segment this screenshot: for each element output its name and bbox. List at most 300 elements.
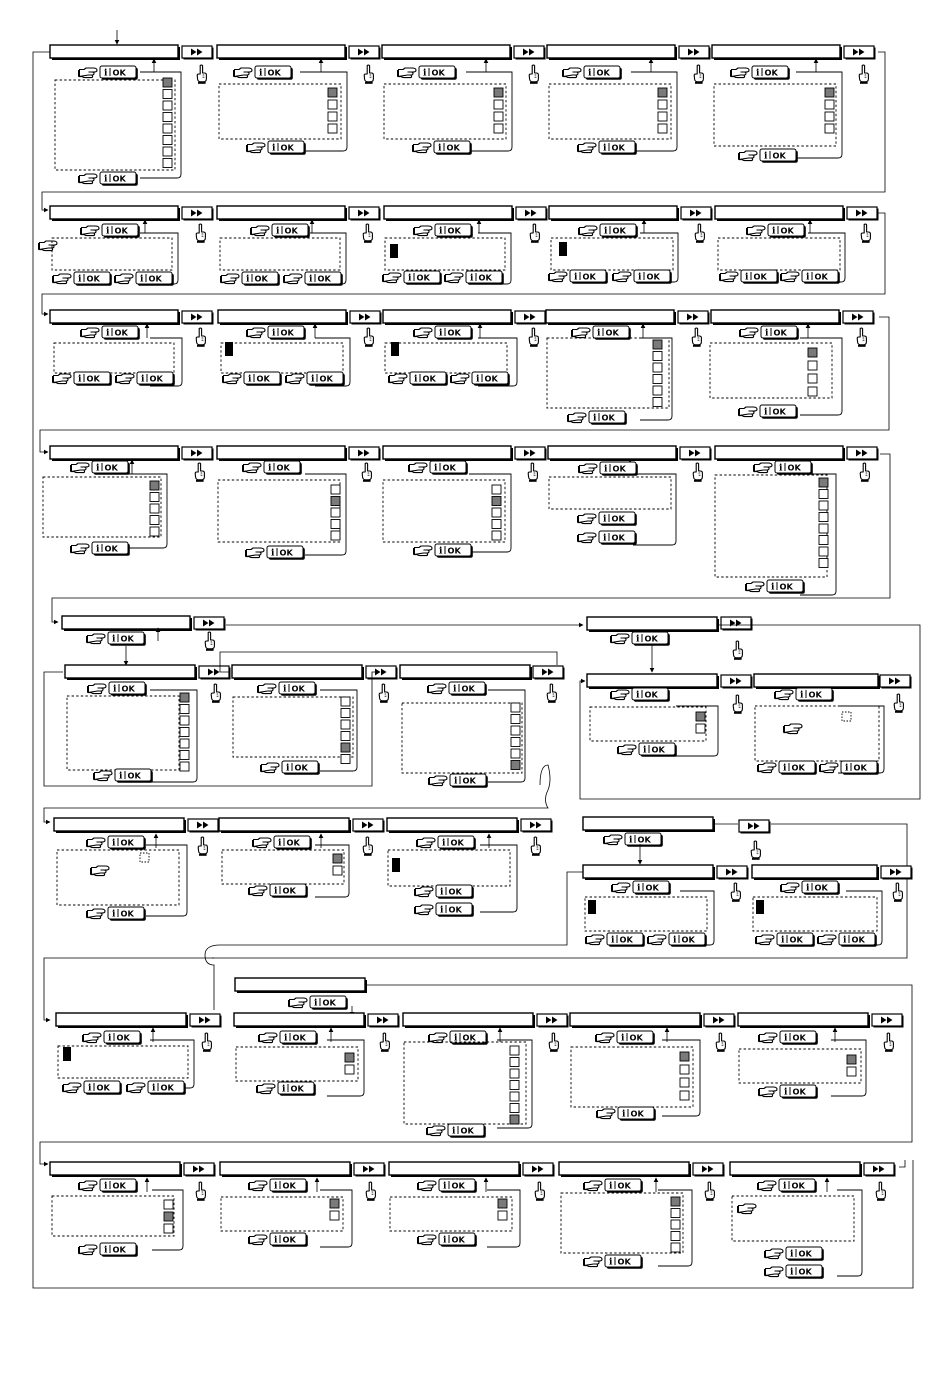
next-button[interactable] — [515, 311, 547, 325]
info-ok-key[interactable] — [74, 372, 112, 386]
info-ok-key[interactable] — [270, 1179, 308, 1193]
raised-finger-icon — [705, 1182, 714, 1201]
info-ok-key[interactable] — [796, 688, 834, 702]
next-button[interactable] — [350, 311, 382, 325]
next-button[interactable] — [739, 820, 771, 834]
next-button[interactable] — [368, 1014, 400, 1028]
info-ok-key[interactable] — [108, 836, 146, 850]
next-button[interactable] — [679, 46, 711, 60]
option-box[interactable] — [180, 716, 189, 725]
info-ok-key[interactable] — [307, 372, 345, 386]
info-ok-key[interactable] — [435, 326, 473, 340]
info-ok-key[interactable] — [779, 761, 817, 775]
selected-option-box[interactable] — [494, 88, 503, 97]
info-ok-key[interactable] — [450, 774, 488, 788]
next-button[interactable] — [678, 311, 710, 325]
menu-display-box — [549, 206, 679, 221]
option-box[interactable] — [331, 520, 340, 529]
option-box[interactable] — [331, 508, 340, 517]
next-button[interactable] — [184, 1163, 216, 1177]
next-button[interactable] — [521, 819, 553, 833]
next-button[interactable] — [843, 311, 875, 325]
info-ok-key[interactable] — [404, 271, 442, 285]
info-ok-key[interactable] — [802, 881, 840, 895]
info-ok-key[interactable] — [599, 512, 637, 526]
info-ok-key[interactable] — [115, 769, 153, 783]
selected-option-box[interactable] — [333, 854, 342, 863]
option-box[interactable] — [819, 559, 828, 568]
option-box[interactable] — [180, 739, 189, 748]
option-box[interactable] — [808, 387, 817, 396]
info-ok-key[interactable] — [148, 1081, 186, 1095]
info-key-label: i — [108, 1033, 112, 1044]
info-ok-key[interactable] — [92, 542, 130, 556]
option-box[interactable] — [341, 732, 350, 741]
option-box[interactable] — [680, 1091, 689, 1100]
next-button[interactable] — [717, 866, 749, 880]
next-button[interactable] — [864, 1163, 896, 1177]
selected-option-box[interactable] — [819, 478, 828, 487]
option-box[interactable] — [653, 352, 662, 361]
ok-key-label: OK — [450, 837, 464, 848]
option-box[interactable] — [819, 524, 828, 533]
option-box[interactable] — [180, 705, 189, 714]
info-ok-key[interactable] — [632, 632, 670, 646]
info-key-label: i — [745, 272, 749, 283]
option-box[interactable] — [180, 728, 189, 737]
selected-option-box[interactable] — [331, 497, 340, 506]
next-button[interactable] — [188, 819, 220, 833]
next-button[interactable] — [721, 617, 753, 631]
info-ok-key[interactable] — [570, 270, 608, 284]
next-button[interactable] — [349, 207, 381, 221]
info-ok-key[interactable] — [625, 833, 663, 847]
selected-option-box[interactable] — [492, 497, 501, 506]
selected-option-box[interactable] — [847, 1055, 856, 1064]
option-box[interactable] — [328, 112, 337, 121]
ok-key-label: OK — [582, 271, 596, 282]
info-ok-key[interactable] — [268, 326, 306, 340]
option-box[interactable] — [825, 124, 834, 133]
option-box[interactable] — [511, 738, 520, 747]
info-ok-key[interactable] — [74, 272, 112, 286]
info-ok-key[interactable] — [466, 271, 504, 285]
next-button[interactable] — [681, 207, 713, 221]
next-button[interactable] — [182, 46, 214, 60]
menu-display-box — [738, 1013, 870, 1028]
selected-option-box[interactable] — [658, 88, 667, 97]
info-ok-key[interactable] — [436, 885, 474, 899]
info-ok-key[interactable] — [136, 272, 174, 286]
option-box[interactable] — [164, 1224, 173, 1233]
info-ok-key[interactable] — [448, 1124, 486, 1138]
option-box[interactable] — [140, 853, 149, 862]
next-button[interactable] — [349, 46, 381, 60]
next-button[interactable] — [354, 1163, 386, 1177]
info-key-label: i — [597, 328, 601, 339]
info-ok-key[interactable] — [264, 461, 302, 475]
info-ok-key[interactable] — [450, 1031, 488, 1045]
option-box[interactable] — [510, 1069, 519, 1078]
option-box[interactable] — [341, 720, 350, 729]
options-frame — [715, 475, 827, 577]
next-button[interactable] — [533, 666, 565, 680]
info-ok-key[interactable] — [102, 326, 140, 340]
option-box[interactable] — [653, 363, 662, 372]
options-frame — [585, 897, 707, 931]
info-ok-key[interactable] — [607, 933, 645, 947]
info-ok-key[interactable] — [419, 66, 457, 80]
info-ok-key[interactable] — [272, 224, 310, 238]
option-box[interactable] — [163, 124, 172, 133]
option-box[interactable] — [671, 1209, 680, 1218]
info-ok-key[interactable] — [268, 141, 306, 155]
next-button[interactable] — [182, 447, 214, 461]
info-ok-key[interactable] — [278, 1082, 316, 1096]
info-ok-key[interactable] — [108, 907, 146, 921]
info-ok-key[interactable] — [600, 462, 638, 476]
option-box[interactable] — [180, 762, 189, 771]
raised-finger-icon — [547, 684, 556, 703]
info-key-label: i — [476, 374, 480, 385]
info-ok-key[interactable] — [436, 903, 474, 917]
next-button[interactable] — [515, 447, 547, 461]
next-button[interactable] — [872, 1014, 904, 1028]
info-ok-key[interactable] — [779, 1179, 817, 1193]
option-box[interactable] — [511, 726, 520, 735]
pointing-hand-icon — [775, 690, 793, 700]
info-ok-key[interactable] — [632, 688, 670, 702]
option-box[interactable] — [819, 490, 828, 499]
option-box[interactable] — [330, 1211, 339, 1220]
pointing-hand-icon — [765, 1267, 783, 1277]
option-box[interactable] — [511, 703, 520, 712]
option-box[interactable] — [510, 1058, 519, 1067]
info-ok-key[interactable] — [472, 372, 510, 386]
options-frame — [404, 1042, 526, 1124]
selected-option-box[interactable] — [498, 1199, 507, 1208]
info-ok-key[interactable] — [841, 761, 879, 775]
option-box[interactable] — [511, 749, 520, 758]
option-box[interactable] — [331, 485, 340, 494]
info-ok-key[interactable] — [244, 372, 282, 386]
info-ok-key[interactable] — [109, 682, 147, 696]
option-box[interactable] — [163, 101, 172, 110]
info-ok-key[interactable] — [242, 272, 280, 286]
info-key-label: i — [443, 1235, 447, 1246]
info-ok-key[interactable] — [761, 326, 799, 340]
selected-option-box[interactable] — [808, 348, 817, 357]
ok-key-label: OK — [282, 1234, 296, 1245]
option-box[interactable] — [819, 547, 828, 556]
option-box[interactable] — [494, 124, 503, 133]
info-ok-key[interactable] — [435, 224, 473, 238]
info-ok-key[interactable] — [274, 836, 312, 850]
info-key-label: i — [439, 226, 443, 237]
option-box[interactable] — [328, 124, 337, 133]
next-button[interactable] — [190, 1014, 222, 1028]
option-box[interactable] — [150, 516, 159, 525]
selected-option-box[interactable] — [345, 1053, 354, 1062]
info-ok-key[interactable] — [633, 881, 671, 895]
option-box[interactable] — [808, 361, 817, 370]
option-box[interactable] — [163, 90, 172, 99]
next-button[interactable] — [182, 311, 214, 325]
info-ok-key[interactable] — [267, 546, 305, 560]
pointing-hand-icon — [63, 1083, 81, 1093]
option-box[interactable] — [696, 724, 705, 733]
info-ok-key[interactable] — [589, 411, 627, 425]
info-key-label: i — [603, 514, 607, 525]
info-ok-key[interactable] — [435, 544, 473, 558]
option-box[interactable] — [328, 100, 337, 109]
info-ok-key[interactable] — [741, 270, 779, 284]
info-ok-key[interactable] — [100, 1179, 138, 1193]
selected-option-box[interactable] — [653, 340, 662, 349]
info-ok-key[interactable] — [786, 1247, 824, 1261]
option-box[interactable] — [653, 375, 662, 384]
option-box[interactable] — [825, 100, 834, 109]
next-button[interactable] — [680, 447, 712, 461]
next-button[interactable] — [199, 666, 231, 680]
next-button[interactable] — [353, 819, 385, 833]
info-ok-key[interactable] — [605, 1179, 643, 1193]
selected-option-box[interactable] — [180, 693, 189, 702]
option-box[interactable] — [658, 112, 667, 121]
option-box[interactable] — [331, 531, 340, 540]
info-ok-key[interactable] — [599, 531, 637, 545]
option-box[interactable] — [671, 1220, 680, 1229]
info-ok-key[interactable] — [768, 224, 806, 238]
option-box[interactable] — [819, 501, 828, 510]
option-box[interactable] — [653, 398, 662, 407]
next-button[interactable] — [880, 675, 912, 689]
info-ok-key[interactable] — [282, 761, 320, 775]
option-box[interactable] — [680, 1065, 689, 1074]
info-ok-key[interactable] — [108, 632, 146, 646]
selected-option-box[interactable] — [696, 712, 705, 721]
option-box[interactable] — [341, 709, 350, 718]
options-frame — [222, 850, 344, 884]
menu-display-box — [56, 1013, 188, 1028]
menu-display-box — [219, 818, 351, 833]
info-ok-key[interactable] — [100, 1243, 138, 1257]
options-frame — [549, 84, 671, 139]
next-button[interactable] — [844, 46, 876, 60]
next-button[interactable] — [182, 207, 214, 221]
info-ok-key[interactable] — [104, 1031, 142, 1045]
option-box[interactable] — [510, 1092, 519, 1101]
info-ok-key[interactable] — [438, 836, 476, 850]
next-button[interactable] — [194, 617, 226, 631]
pointing-hand-icon — [572, 328, 590, 338]
info-ok-key[interactable] — [760, 405, 798, 419]
option-box[interactable] — [180, 751, 189, 760]
selected-option-box[interactable] — [163, 78, 172, 87]
option-box[interactable] — [345, 1065, 354, 1074]
info-ok-key[interactable] — [777, 933, 815, 947]
option-box[interactable] — [842, 712, 851, 721]
option-box[interactable] — [164, 1200, 173, 1209]
option-box[interactable] — [658, 124, 667, 133]
selected-option-box[interactable] — [150, 481, 159, 490]
info-ok-key[interactable] — [634, 270, 672, 284]
option-box[interactable] — [680, 1078, 689, 1087]
info-ok-key[interactable] — [599, 141, 637, 155]
info-ok-key[interactable] — [618, 1107, 656, 1121]
info-ok-key[interactable] — [600, 224, 638, 238]
info-ok-key[interactable] — [802, 270, 840, 284]
selected-option-box[interactable] — [671, 1197, 680, 1206]
info-ok-key[interactable] — [760, 149, 798, 163]
next-button[interactable] — [693, 1163, 725, 1177]
info-ok-key[interactable] — [752, 66, 790, 80]
info-key-label: i — [806, 272, 810, 283]
info-ok-key[interactable] — [280, 1031, 318, 1045]
selected-option-box[interactable] — [510, 1115, 519, 1124]
text-cursor — [63, 1047, 71, 1061]
ok-key-label: OK — [112, 1244, 126, 1255]
next-button[interactable] — [881, 866, 913, 880]
option-box[interactable] — [825, 112, 834, 121]
info-ok-key[interactable] — [639, 743, 677, 757]
raised-finger-icon — [693, 463, 702, 482]
info-ok-key[interactable] — [92, 461, 130, 475]
selected-option-box[interactable] — [330, 1199, 339, 1208]
option-box[interactable] — [492, 508, 501, 517]
next-button[interactable] — [847, 207, 879, 221]
info-ok-key[interactable] — [84, 1081, 122, 1095]
info-ok-key[interactable] — [839, 933, 877, 947]
option-box[interactable] — [510, 1104, 519, 1113]
option-box[interactable] — [494, 112, 503, 121]
info-key-label: i — [636, 634, 640, 645]
option-box[interactable] — [808, 374, 817, 383]
option-box[interactable] — [671, 1232, 680, 1241]
info-ok-key[interactable] — [305, 272, 343, 286]
info-ok-key[interactable] — [102, 224, 140, 238]
info-key-label: i — [783, 763, 787, 774]
info-ok-key[interactable] — [279, 682, 317, 696]
info-ok-key[interactable] — [617, 1031, 655, 1045]
next-button[interactable] — [704, 1014, 736, 1028]
info-ok-key[interactable] — [605, 1255, 643, 1269]
info-ok-key[interactable] — [310, 996, 348, 1010]
info-ok-key[interactable] — [270, 884, 308, 898]
pointing-hand-icon — [116, 374, 134, 384]
option-box[interactable] — [819, 536, 828, 545]
next-button[interactable] — [537, 1014, 569, 1028]
option-box[interactable] — [671, 1243, 680, 1252]
info-key-label: i — [152, 1083, 156, 1094]
info-key-label: i — [470, 273, 474, 284]
option-box[interactable] — [492, 520, 501, 529]
pointing-hand-icon — [618, 745, 636, 755]
option-box[interactable] — [847, 1067, 856, 1076]
option-box[interactable] — [510, 1081, 519, 1090]
option-box[interactable] — [163, 113, 172, 122]
selected-option-box[interactable] — [341, 743, 350, 752]
info-key-label: i — [845, 763, 849, 774]
info-ok-key[interactable] — [100, 172, 138, 186]
option-box[interactable] — [150, 493, 159, 502]
next-button[interactable] — [516, 207, 548, 221]
next-button[interactable] — [847, 447, 879, 461]
next-button[interactable] — [721, 675, 753, 689]
option-box[interactable] — [333, 866, 342, 875]
option-box[interactable] — [510, 1046, 519, 1055]
info-ok-key[interactable] — [410, 372, 448, 386]
next-button[interactable] — [514, 46, 546, 60]
pointing-hand-icon — [71, 463, 89, 473]
selected-option-box[interactable] — [164, 1212, 173, 1221]
raised-finger-icon — [531, 837, 540, 856]
option-box[interactable] — [163, 147, 172, 156]
info-ok-key[interactable] — [270, 1233, 308, 1247]
option-box[interactable] — [653, 386, 662, 395]
menu-display-box — [730, 1162, 862, 1177]
option-box[interactable] — [498, 1211, 507, 1220]
info-ok-key[interactable] — [449, 682, 487, 696]
raised-finger-icon — [733, 695, 742, 714]
option-box[interactable] — [150, 527, 159, 536]
raised-finger-icon — [362, 463, 371, 482]
option-box[interactable] — [658, 100, 667, 109]
info-ok-key[interactable] — [767, 580, 805, 594]
pointing-hand-icon — [739, 151, 757, 161]
selected-option-box[interactable] — [825, 88, 834, 97]
info-ok-key[interactable] — [100, 66, 138, 80]
info-ok-key[interactable] — [775, 461, 813, 475]
info-ok-key[interactable] — [780, 1085, 818, 1099]
info-ok-key[interactable] — [786, 1265, 824, 1279]
option-box[interactable] — [163, 159, 172, 168]
option-box[interactable] — [150, 504, 159, 513]
option-box[interactable] — [494, 100, 503, 109]
raised-finger-icon — [733, 641, 742, 660]
info-key-label: i — [141, 374, 145, 385]
info-ok-key[interactable] — [439, 1179, 477, 1193]
pointing-hand-icon — [79, 68, 97, 78]
info-ok-key[interactable] — [137, 372, 175, 386]
option-box[interactable] — [492, 531, 501, 540]
selected-option-box[interactable] — [680, 1052, 689, 1061]
selected-option-box[interactable] — [328, 88, 337, 97]
option-box[interactable] — [492, 485, 501, 494]
info-key-label: i — [439, 546, 443, 557]
option-box[interactable] — [341, 755, 350, 764]
raised-finger-icon — [549, 1033, 558, 1052]
next-button[interactable] — [349, 447, 381, 461]
info-ok-key[interactable] — [430, 461, 468, 475]
info-ok-key[interactable] — [434, 141, 472, 155]
info-ok-key[interactable] — [255, 66, 293, 80]
option-box[interactable] — [341, 697, 350, 706]
option-box[interactable] — [511, 715, 520, 724]
ok-key-label: OK — [280, 142, 294, 153]
info-ok-key[interactable] — [439, 1233, 477, 1247]
ok-key-label: OK — [753, 271, 767, 282]
option-box[interactable] — [819, 513, 828, 522]
info-ok-key[interactable] — [669, 933, 707, 947]
info-ok-key[interactable] — [780, 1031, 818, 1045]
selected-option-box[interactable] — [511, 761, 520, 770]
next-button[interactable] — [366, 666, 398, 680]
option-box[interactable] — [163, 136, 172, 145]
next-button[interactable] — [523, 1163, 555, 1177]
info-ok-key[interactable] — [584, 66, 622, 80]
info-key-label: i — [268, 463, 272, 474]
